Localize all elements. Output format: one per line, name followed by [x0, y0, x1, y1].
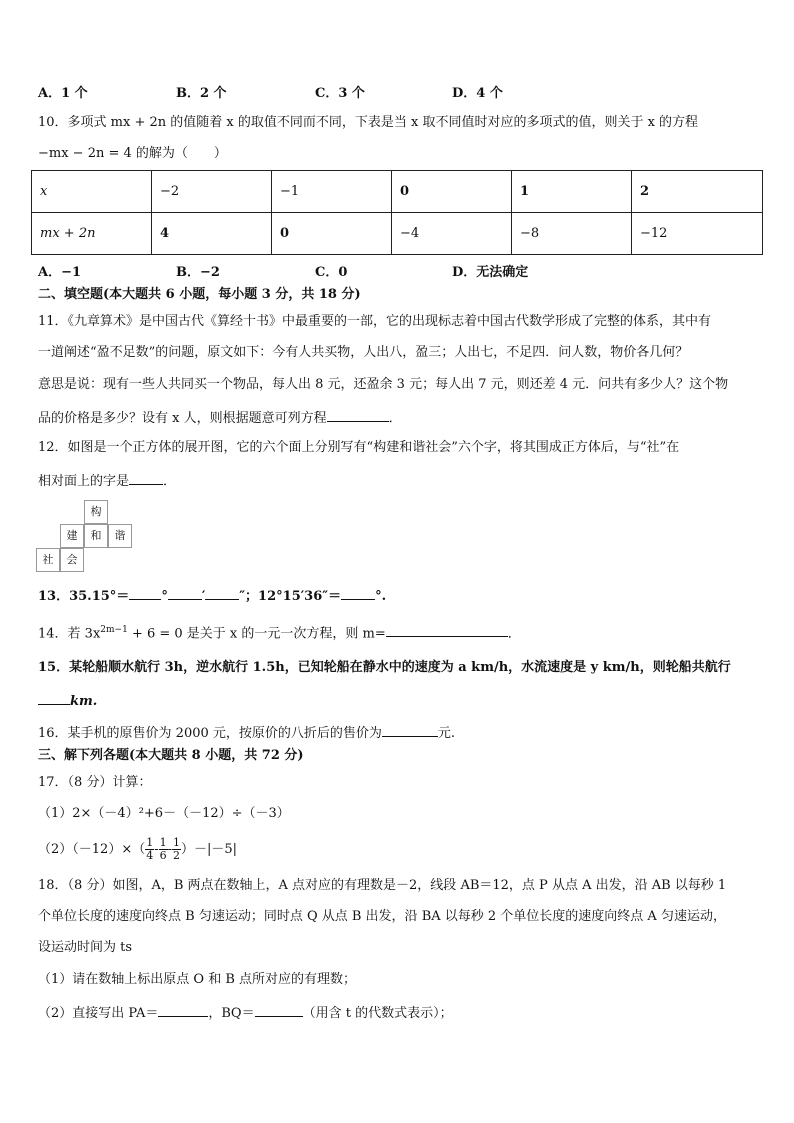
- q18-pa-blank[interactable]: [158, 1002, 208, 1017]
- q14-end: ．: [507, 626, 521, 642]
- q15-line1: 15．某轮船顺水航行 3h，逆水航行 1.5h，已知轮船在静水中的速度为 a km/h，水流速度是 y km/h，则轮船共航行: [38, 660, 731, 675]
- q12-line2-text: 相对面上的字是: [38, 474, 130, 489]
- q13-end: °.: [375, 589, 387, 604]
- q18-line1: 18．（8 分）如图，A，B 两点在数轴上，A 点对应的有理数是－2，线段 AB＝12，点 P 从点 A 出发，沿 AB 以每秒 1: [38, 878, 727, 893]
- q14-prefix: 14．若 3x: [38, 626, 101, 642]
- q11-line4-end: ．: [388, 411, 402, 426]
- q10-stem-line2: −mx − 2n = 4 的解为（ ）: [38, 146, 227, 161]
- q18-part2-mid: ，BQ＝: [208, 1006, 255, 1021]
- table-cell: 4: [152, 213, 272, 255]
- net-face-gou: 构: [84, 500, 108, 524]
- fraction-numerator: 1: [173, 836, 181, 849]
- fraction: [159, 837, 168, 862]
- table-cell: −12: [632, 213, 763, 255]
- q11-line3: 意思是说：现有一些人共同买一个物品，每人出 8 元，还盈余 3 元；每人出 7 元，则还差 4 元．问共有多少人？这个物: [38, 377, 729, 392]
- q18-part2-end: （用含 t 的代数式表示）；: [302, 1006, 453, 1021]
- q13-second-sign: ″；12°15′36″＝: [239, 589, 342, 604]
- q10-option-b: B．−2: [176, 265, 220, 280]
- q18-line3: 设运动时间为 ts: [38, 940, 133, 955]
- table-cell: 0: [272, 213, 392, 255]
- q17-title: 17．（8 分）计算：: [38, 775, 152, 790]
- q18-part1: （1）请在数轴上标出原点 O 和 B 点所对应的有理数；: [38, 972, 357, 987]
- net-face-hui: 会: [60, 548, 84, 572]
- q11-line1: 11．《九章算术》是中国古代《算经十书》中最重要的一部，它的出现标志着中国古代数学形成了完整的体系，其中有: [38, 314, 712, 329]
- q18-part2-prefix: （2）直接写出 PA＝: [38, 1006, 159, 1021]
- q15-answer-blank[interactable]: [38, 690, 70, 705]
- table-cell: 0: [392, 171, 512, 213]
- fraction-numerator: 1: [159, 836, 167, 849]
- q12-line2-end: ．: [163, 474, 177, 489]
- fraction: [145, 837, 154, 862]
- table-cell: x: [32, 171, 152, 213]
- q10-stem-line1: 10．多项式 mx + 2n 的值随着 x 的取值不同而不同，下表是当 x 取不同值时对应的多项式的值，则关于 x 的方程: [38, 115, 699, 130]
- q13-minute-sign: ′: [201, 589, 206, 604]
- table-cell: −1: [272, 171, 392, 213]
- q12-line1: 12．如图是一个正方体的展开图，它的六个面上分别写有“构建和谐社会”六个字，将其围成正方体后，与“社”在: [38, 440, 680, 455]
- q13-line: [38, 585, 386, 606]
- net-face-xie: 谐: [108, 524, 132, 548]
- q12-answer-blank[interactable]: [129, 470, 163, 485]
- q9-option-d: D．4 个: [452, 86, 503, 101]
- fraction-numerator: 1: [146, 836, 154, 849]
- q11-answer-blank[interactable]: [327, 407, 389, 422]
- net-face-she: 社: [36, 548, 60, 572]
- q11-line2: 一道阐述“盈不足数”的问题，原文如下：今有人共买物，人出八，盈三；人出七，不足四．问人数，物价各几何？: [38, 345, 689, 360]
- q14-answer-blank[interactable]: [386, 622, 508, 637]
- table-row: [32, 213, 763, 255]
- q9-option-a: A．1 个: [38, 86, 88, 101]
- table-cell: −4: [392, 213, 512, 255]
- q15-unit: km.: [70, 694, 98, 709]
- q17-part2-suffix: ）－|－5|: [181, 842, 238, 857]
- q9-option-b: B．2 个: [176, 86, 227, 101]
- fraction: [172, 837, 181, 862]
- section-heading-solve: 三、解下列各题(本大题共 8 小题，共 72 分): [38, 748, 304, 763]
- fraction-denominator: 6: [159, 849, 167, 862]
- q13-prefix: 13．35.15°＝: [38, 589, 130, 604]
- q14-exponent: 2m−1: [100, 625, 128, 635]
- q17-part2-prefix: （2）（－12）×（: [38, 842, 146, 857]
- q14-line: [38, 621, 521, 643]
- q13-result-blank[interactable]: [341, 585, 375, 600]
- table-cell: −8: [512, 213, 632, 255]
- q10-option-d: D．无法确定: [452, 265, 529, 280]
- q13-second-blank[interactable]: [205, 585, 239, 600]
- q16-prefix: 16．某手机的原售价为 2000 元，按原价的八折后的售价为: [38, 726, 382, 741]
- q10-value-table: [31, 170, 763, 255]
- q18-line2: 个单位长度的速度向终点 B 匀速运动；同时点 Q 从点 B 出发，沿 BA 以每秒 2 个单位长度的速度向终点 A 匀速运动，: [38, 909, 726, 924]
- table-cell: 1: [512, 171, 632, 213]
- fraction-denominator: 4: [146, 849, 154, 862]
- q17-part2: （2）（－12）×（ $\frac{1}{4}$ - $\frac{1}{6}$ - $\frac{1}{2}$ ）－|－5|: [38, 836, 238, 862]
- q14-mid: + 6 = 0 是关于 x 的一元一次方程，则 m=: [127, 626, 386, 642]
- table-row: [32, 171, 763, 213]
- q16-answer-blank[interactable]: [382, 722, 438, 737]
- section-heading-fill-in: 二、填空题(本大题共 6 小题，每小题 3 分，共 18 分): [38, 287, 361, 302]
- q18-part2: [38, 1002, 453, 1023]
- q13-degree-sign: °: [161, 589, 168, 604]
- q18-bq-blank[interactable]: [255, 1002, 303, 1017]
- table-cell: −2: [152, 171, 272, 213]
- table-cell: mx + 2n: [32, 213, 152, 255]
- q12-line2: [38, 470, 176, 491]
- q15-line2: [38, 690, 97, 711]
- fraction-denominator: 2: [173, 849, 181, 862]
- q9-option-c: C．3 个: [315, 86, 365, 101]
- q16-line: [38, 722, 455, 743]
- q11-line4-text: 品的价格是多少？设有 x 人，则根据题意可列方程: [38, 411, 327, 426]
- q17-part1: （1）2×（－4）²+6－（－12）÷（－3）: [38, 806, 290, 821]
- net-face-he: 和: [84, 524, 108, 548]
- q10-option-c: C．0: [315, 265, 348, 280]
- q10-option-a: A．−1: [38, 265, 82, 280]
- q13-minute-blank[interactable]: [168, 585, 202, 600]
- net-face-jian: 建: [60, 524, 84, 548]
- q16-end: 元.: [437, 726, 456, 741]
- table-cell: 2: [632, 171, 763, 213]
- q13-degree-blank[interactable]: [129, 585, 161, 600]
- q11-line4: [38, 407, 402, 428]
